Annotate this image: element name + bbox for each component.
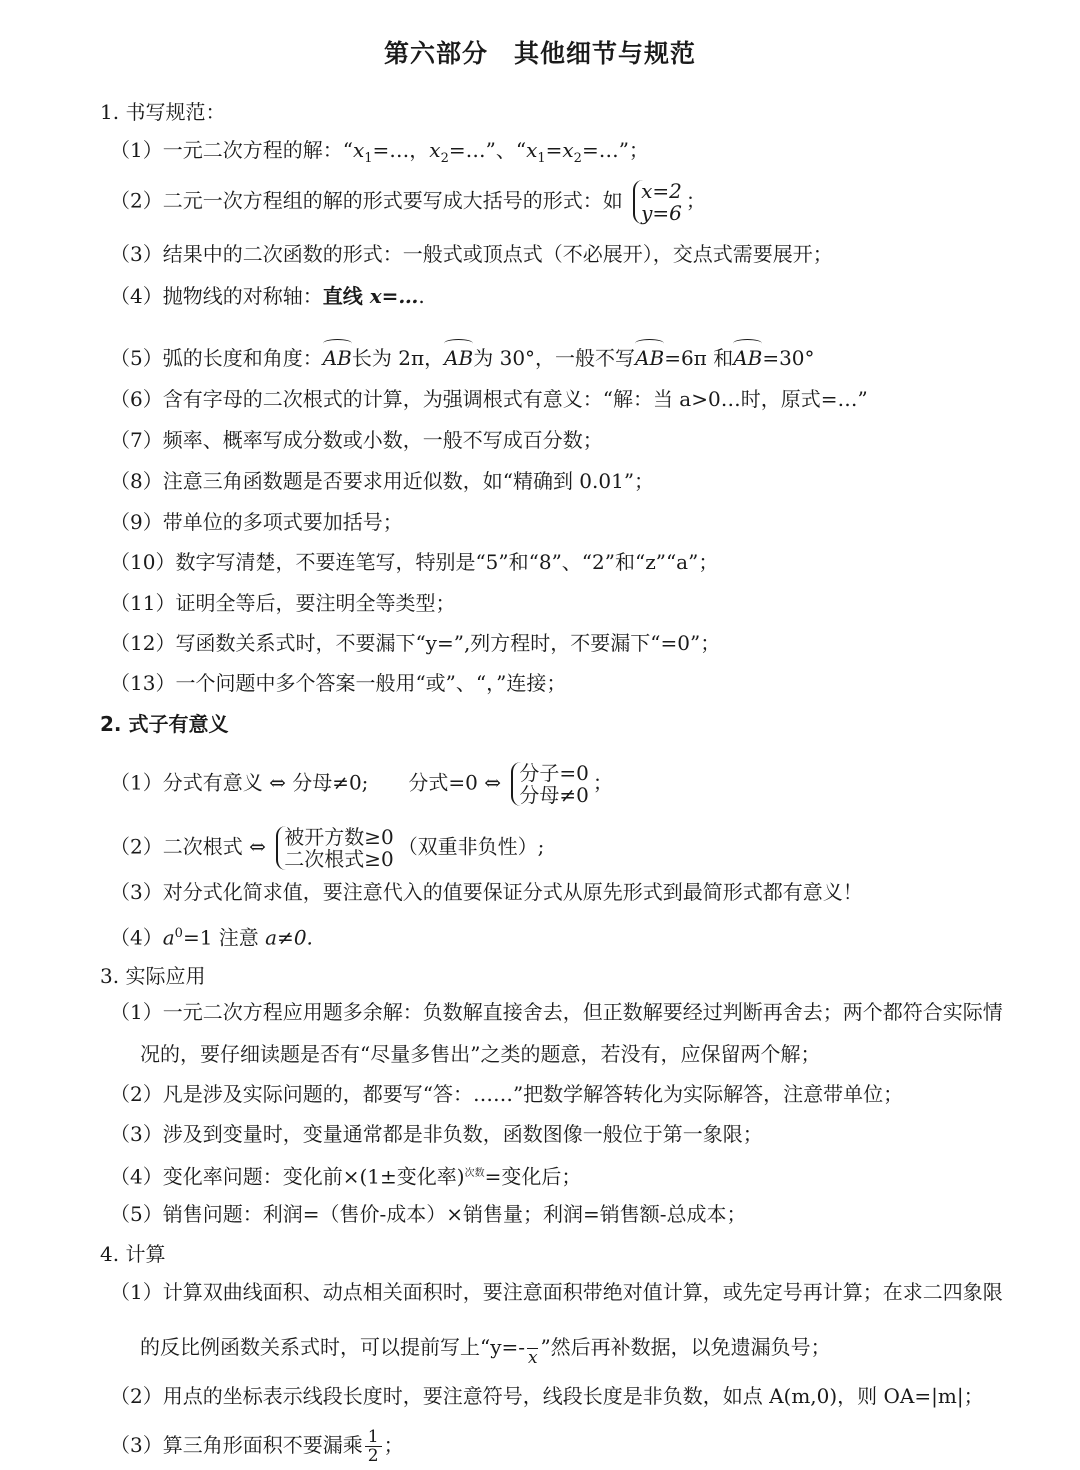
s1-item-2 bbox=[110, 180, 706, 224]
s3-item-4-end: =变化后； bbox=[484, 1164, 582, 1189]
fraction-denominator: x bbox=[527, 1348, 538, 1368]
s1-item-4-text: （4）抛物线的对称轴： bbox=[110, 284, 323, 308]
s1-item-4-bold: 直线 bbox=[322, 284, 363, 308]
s3-item-1-continued: 况的，要仔细读题是否有“尽量多售出”之类的题意，若没有，应保留两个解； bbox=[140, 1042, 821, 1066]
equation-1: x=2 bbox=[641, 179, 682, 203]
s4-item-3-end: ； bbox=[383, 1433, 404, 1457]
s1-item-12: （12）写函数关系式时，不要漏下“y=”,列方程时，不要漏下“=0”； bbox=[110, 631, 721, 655]
s4-item-1-continued bbox=[140, 1330, 831, 1367]
arc-ab-2: AB bbox=[444, 346, 474, 370]
s1-item-5-c: 为 30°，一般不写 bbox=[473, 346, 636, 370]
s1-item-1-mid: =…， bbox=[372, 138, 430, 162]
condition-denominator: 分母≠0 bbox=[519, 783, 589, 807]
fraction-zero-brace bbox=[511, 762, 588, 806]
s1-item-1-x2: x bbox=[429, 138, 441, 162]
s4-item-2: （2）用点的坐标表示线段长度时，要注意符号，线段长度是非负数，如点 A(m,0)，则 OA=|m|； bbox=[110, 1384, 984, 1408]
s2-item-4-exp: 0 bbox=[174, 926, 183, 941]
s1-item-11: （11）证明全等后，要注明全等类型； bbox=[110, 591, 456, 615]
s1-item-13: （13）一个问题中多个答案一般用“或”、“，”连接； bbox=[110, 671, 567, 695]
arc-ab-3: AB bbox=[635, 346, 665, 370]
s1-item-5-e: =30° bbox=[762, 346, 815, 370]
fraction-k-over-x bbox=[527, 1330, 538, 1367]
s3-item-4 bbox=[110, 1160, 581, 1191]
fraction-numerator: 1 bbox=[365, 1428, 382, 1447]
s4-item-3 bbox=[110, 1428, 404, 1465]
s1-item-8: （8）注意三角函数题是否要求用近似数，如“精确到 0.01”； bbox=[110, 469, 655, 493]
equation-2: y=6 bbox=[641, 201, 682, 225]
s4-item-3-text: （3）算三角形面积不要漏乘 bbox=[110, 1433, 363, 1457]
s3-item-3: （3）涉及到变量时，变量通常都是非负数，函数图像一般位于第一象限； bbox=[110, 1122, 763, 1146]
s2-item-2 bbox=[110, 826, 544, 870]
equation-system-brace bbox=[633, 180, 682, 224]
s1-item-4 bbox=[110, 282, 425, 310]
section-4-heading: 4. 计算 bbox=[100, 1242, 166, 1266]
s2-item-4-cond: a≠0. bbox=[258, 925, 313, 950]
arc-ab-4: AB bbox=[733, 346, 763, 370]
s1-item-3: （3）结果中的二次函数的形式：一般式或顶点式（不必展开），交点式需要展开； bbox=[110, 242, 833, 266]
s1-item-5-b: 长为 2π， bbox=[351, 346, 445, 370]
s1-item-1-end: =…”； bbox=[581, 138, 649, 162]
page-title: 第六部分 其他细节与规范 bbox=[383, 39, 696, 68]
fraction-denominator-2: 2 bbox=[367, 1446, 379, 1466]
s2-item-3: （3）对分式化简求值，要注意代入的值要保证分式从原先形式到最简形式都有意义！ bbox=[110, 880, 863, 904]
s3-item-4-text: （4）变化率问题：变化前×(1±变化率) bbox=[110, 1164, 465, 1189]
s1-item-1-mid2: =…”、“ bbox=[448, 138, 527, 162]
s1-item-2-end: ； bbox=[685, 188, 706, 213]
s2-item-2-end: （双重非负性）; bbox=[397, 834, 545, 859]
s2-item-4-text: =1 注意 bbox=[182, 925, 259, 950]
s2-item-1 bbox=[110, 762, 613, 806]
s3-item-1: （1）一元二次方程应用题多余解：负数解直接舍去，但正数解要经过判断再舍去；两个都符合实际情 bbox=[110, 1000, 1003, 1024]
s1-item-4-end: . bbox=[418, 284, 425, 308]
s1-item-1-text: （1）一元二次方程的解：“ bbox=[110, 138, 353, 162]
s1-item-10: （10）数字写清楚，不要连笔写，特别是“5”和“8”、“2”和“z”“a”； bbox=[110, 550, 719, 574]
s2-item-1-text: （1）分式有意义 ⇔ 分母≠0; 分式=0 ⇔ bbox=[110, 770, 502, 795]
s2-item-1-end: ； bbox=[592, 770, 613, 795]
s1-item-5-text: （5）弧的长度和角度： bbox=[110, 346, 323, 370]
s1-item-5-d: =6π 和 bbox=[664, 346, 734, 370]
section-2-heading: 2. 式子有意义 bbox=[100, 712, 229, 736]
s2-item-2-text: （2）二次根式 ⇔ bbox=[110, 834, 266, 859]
radical-brace bbox=[276, 826, 393, 870]
s1-item-7: （7）频率、概率写成分数或小数，一般不写成百分数； bbox=[110, 428, 603, 452]
s1-item-1: （1）一元二次方程的解：“$x_1=\dots$，$x_2=\dots$”、“$x_1=x_2=\dots$”； bbox=[110, 138, 649, 166]
condition-radical: 二次根式≥0 bbox=[284, 847, 394, 871]
condition-radicand: 被开方数≥0 bbox=[284, 825, 394, 849]
s3-item-4-sup: 次数 bbox=[464, 1168, 485, 1179]
s1-item-9: （9）带单位的多项式要加括号； bbox=[110, 510, 403, 534]
s3-item-5: （5）销售问题：利润=（售价-成本）×销售量；利润=销售额-总成本； bbox=[110, 1202, 747, 1226]
s1-item-6: （6）含有字母的二次根式的计算，为强调根式有意义：“解：当 a>0…时，原式=…” bbox=[110, 387, 868, 411]
s1-item-1-x1: x bbox=[352, 138, 365, 162]
s1-item-5 bbox=[110, 344, 815, 372]
section-1-heading: 1. 书写规范： bbox=[100, 100, 226, 124]
fraction-one-half bbox=[365, 1428, 382, 1465]
s3-item-2: （2）凡是涉及实际问题的，都要写“答：……”把数学解答转化为实际解答，注意带单位； bbox=[110, 1082, 904, 1106]
section-3-heading: 3. 实际应用 bbox=[100, 964, 206, 988]
condition-numerator: 分子=0 bbox=[519, 761, 589, 785]
s2-item-4-label: （4） bbox=[110, 925, 163, 950]
s4-item-1-cont-b: ”然后再补数据，以免遗漏负号； bbox=[540, 1335, 831, 1359]
s4-item-1: （1）计算双曲线面积、动点相关面积时，要注意面积带绝对值计算，或先定号再计算；在求二四象限 bbox=[110, 1280, 1003, 1304]
s4-item-1-cont-a: 的反比例函数关系式时，可以提前写上“y=- bbox=[140, 1335, 526, 1359]
s2-item-4-base: a bbox=[162, 925, 175, 950]
s2-item-4 bbox=[110, 920, 313, 952]
s1-item-4-math: x=… bbox=[362, 284, 419, 308]
arc-ab-1: AB bbox=[322, 346, 352, 370]
s1-item-2-text: （2）二元一次方程组的解的形式要写成大括号的形式：如 bbox=[110, 188, 623, 213]
